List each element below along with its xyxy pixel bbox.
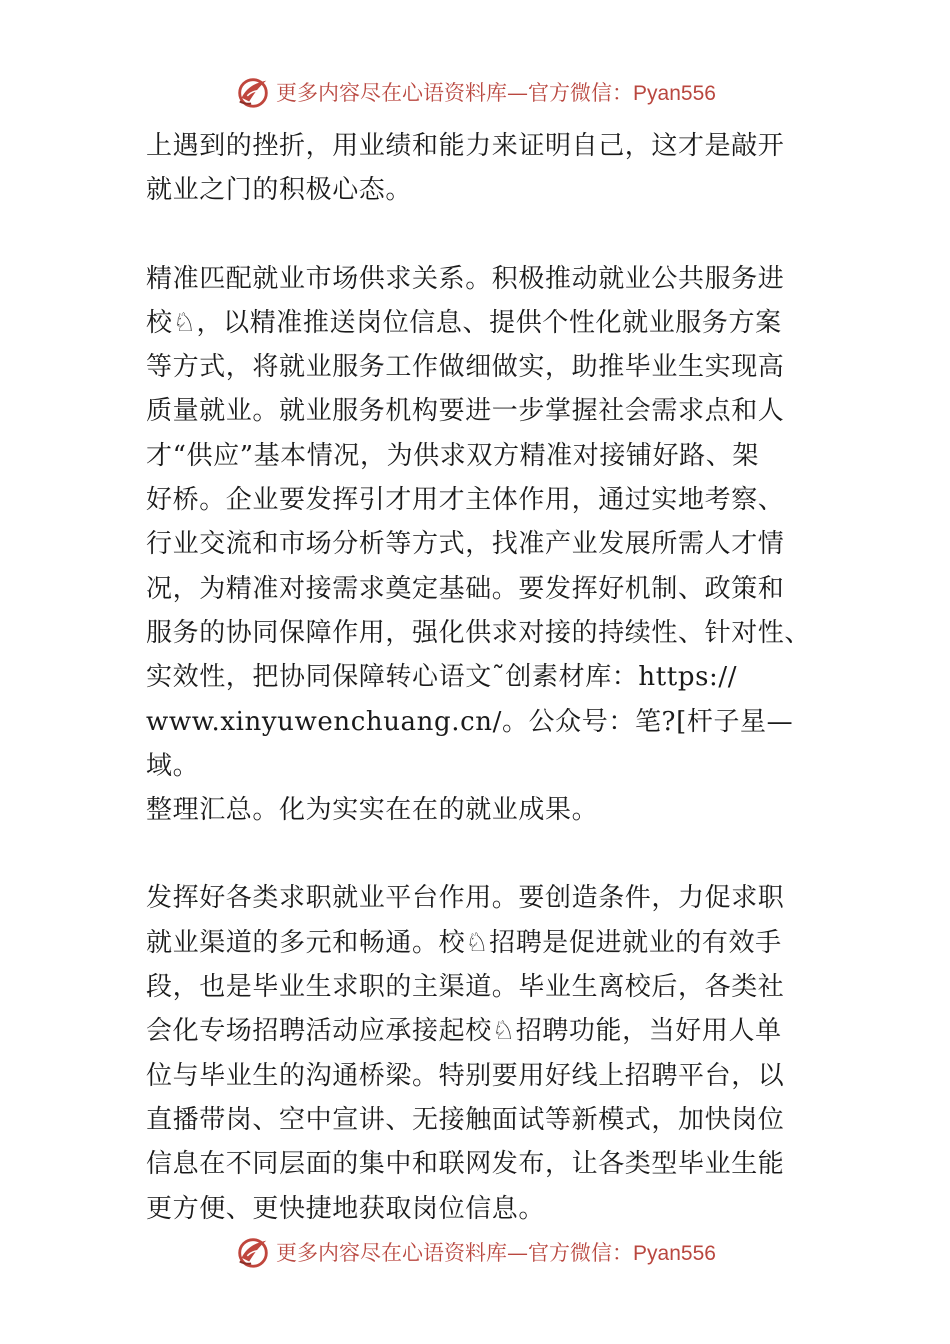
header-banner-cn: 更多内容尽在心语资料库—官方微信： (276, 81, 634, 105)
header-banner (0, 70, 950, 114)
footer-banner-inner (234, 1233, 716, 1271)
header-banner-id: Pyan556 (633, 82, 716, 105)
footer-banner-cn: 更多内容尽在心语资料库—官方微信： (276, 1241, 634, 1265)
header-banner-text (276, 77, 716, 107)
paragraph-3: 发挥好各类求职就业平台作用。要创造条件，力促求职 就业渠道的多元和畅通。校♘招聘是促进就业的有效手 段，也是毕业生求职的主渠道。毕业生离校后，各类社 会化专场招聘活动应承接起校♘招聘功能，当好用人单 位与毕业生的沟通桥梁。特别要用好线上招聘平台，以 直播带岗、空中宣讲、无接触面试等新模式，加快岗位 信息在不同层面的集中和联网发布，让各类型毕业生能 更方便、更快捷地获取岗位信息。 (146, 883, 785, 1224)
footer-banner (0, 1230, 950, 1274)
footer-banner-id: Pyan556 (633, 1242, 716, 1265)
document-body (146, 124, 816, 1231)
footer-banner-text (276, 1237, 716, 1267)
header-banner-inner (234, 73, 716, 111)
red-swirl-logo-icon (234, 73, 272, 111)
paragraph-1: 上遇到的挫折，用业绩和能力来证明自己，这才是敲开 就业之门的积极心态。 (146, 131, 785, 206)
red-swirl-logo-icon (234, 1233, 272, 1271)
paragraph-2: 精准匹配就业市场供求关系。积极推动就业公共服务进 校♘，以精准推送岗位信息、提供个性化就业服务方案 等方式，将就业服务工作做细做实，助推毕业生实现高 质量就业。就业服务机构要进一步掌握社会需求点和人 才“供应”基本情况，为供求双方精准对接铺好路、架 好桥。企业要发挥引才用才主体作用，通过实地考察、 行业交流和市场分析等方式，找准产业发展所需人才情 况，为精准对接需求奠定基础。要发挥好机制、政策和 服务的协同保障作用，强化供求对接的持续性、针对性、 实效性，把协同保障转心语文˜创素材库：https:// www.xinyuwenchuang.cn/。公众号：笔?[杆子星—域。 整理汇总。化为实实在在的就业成果。 (146, 263, 812, 826)
